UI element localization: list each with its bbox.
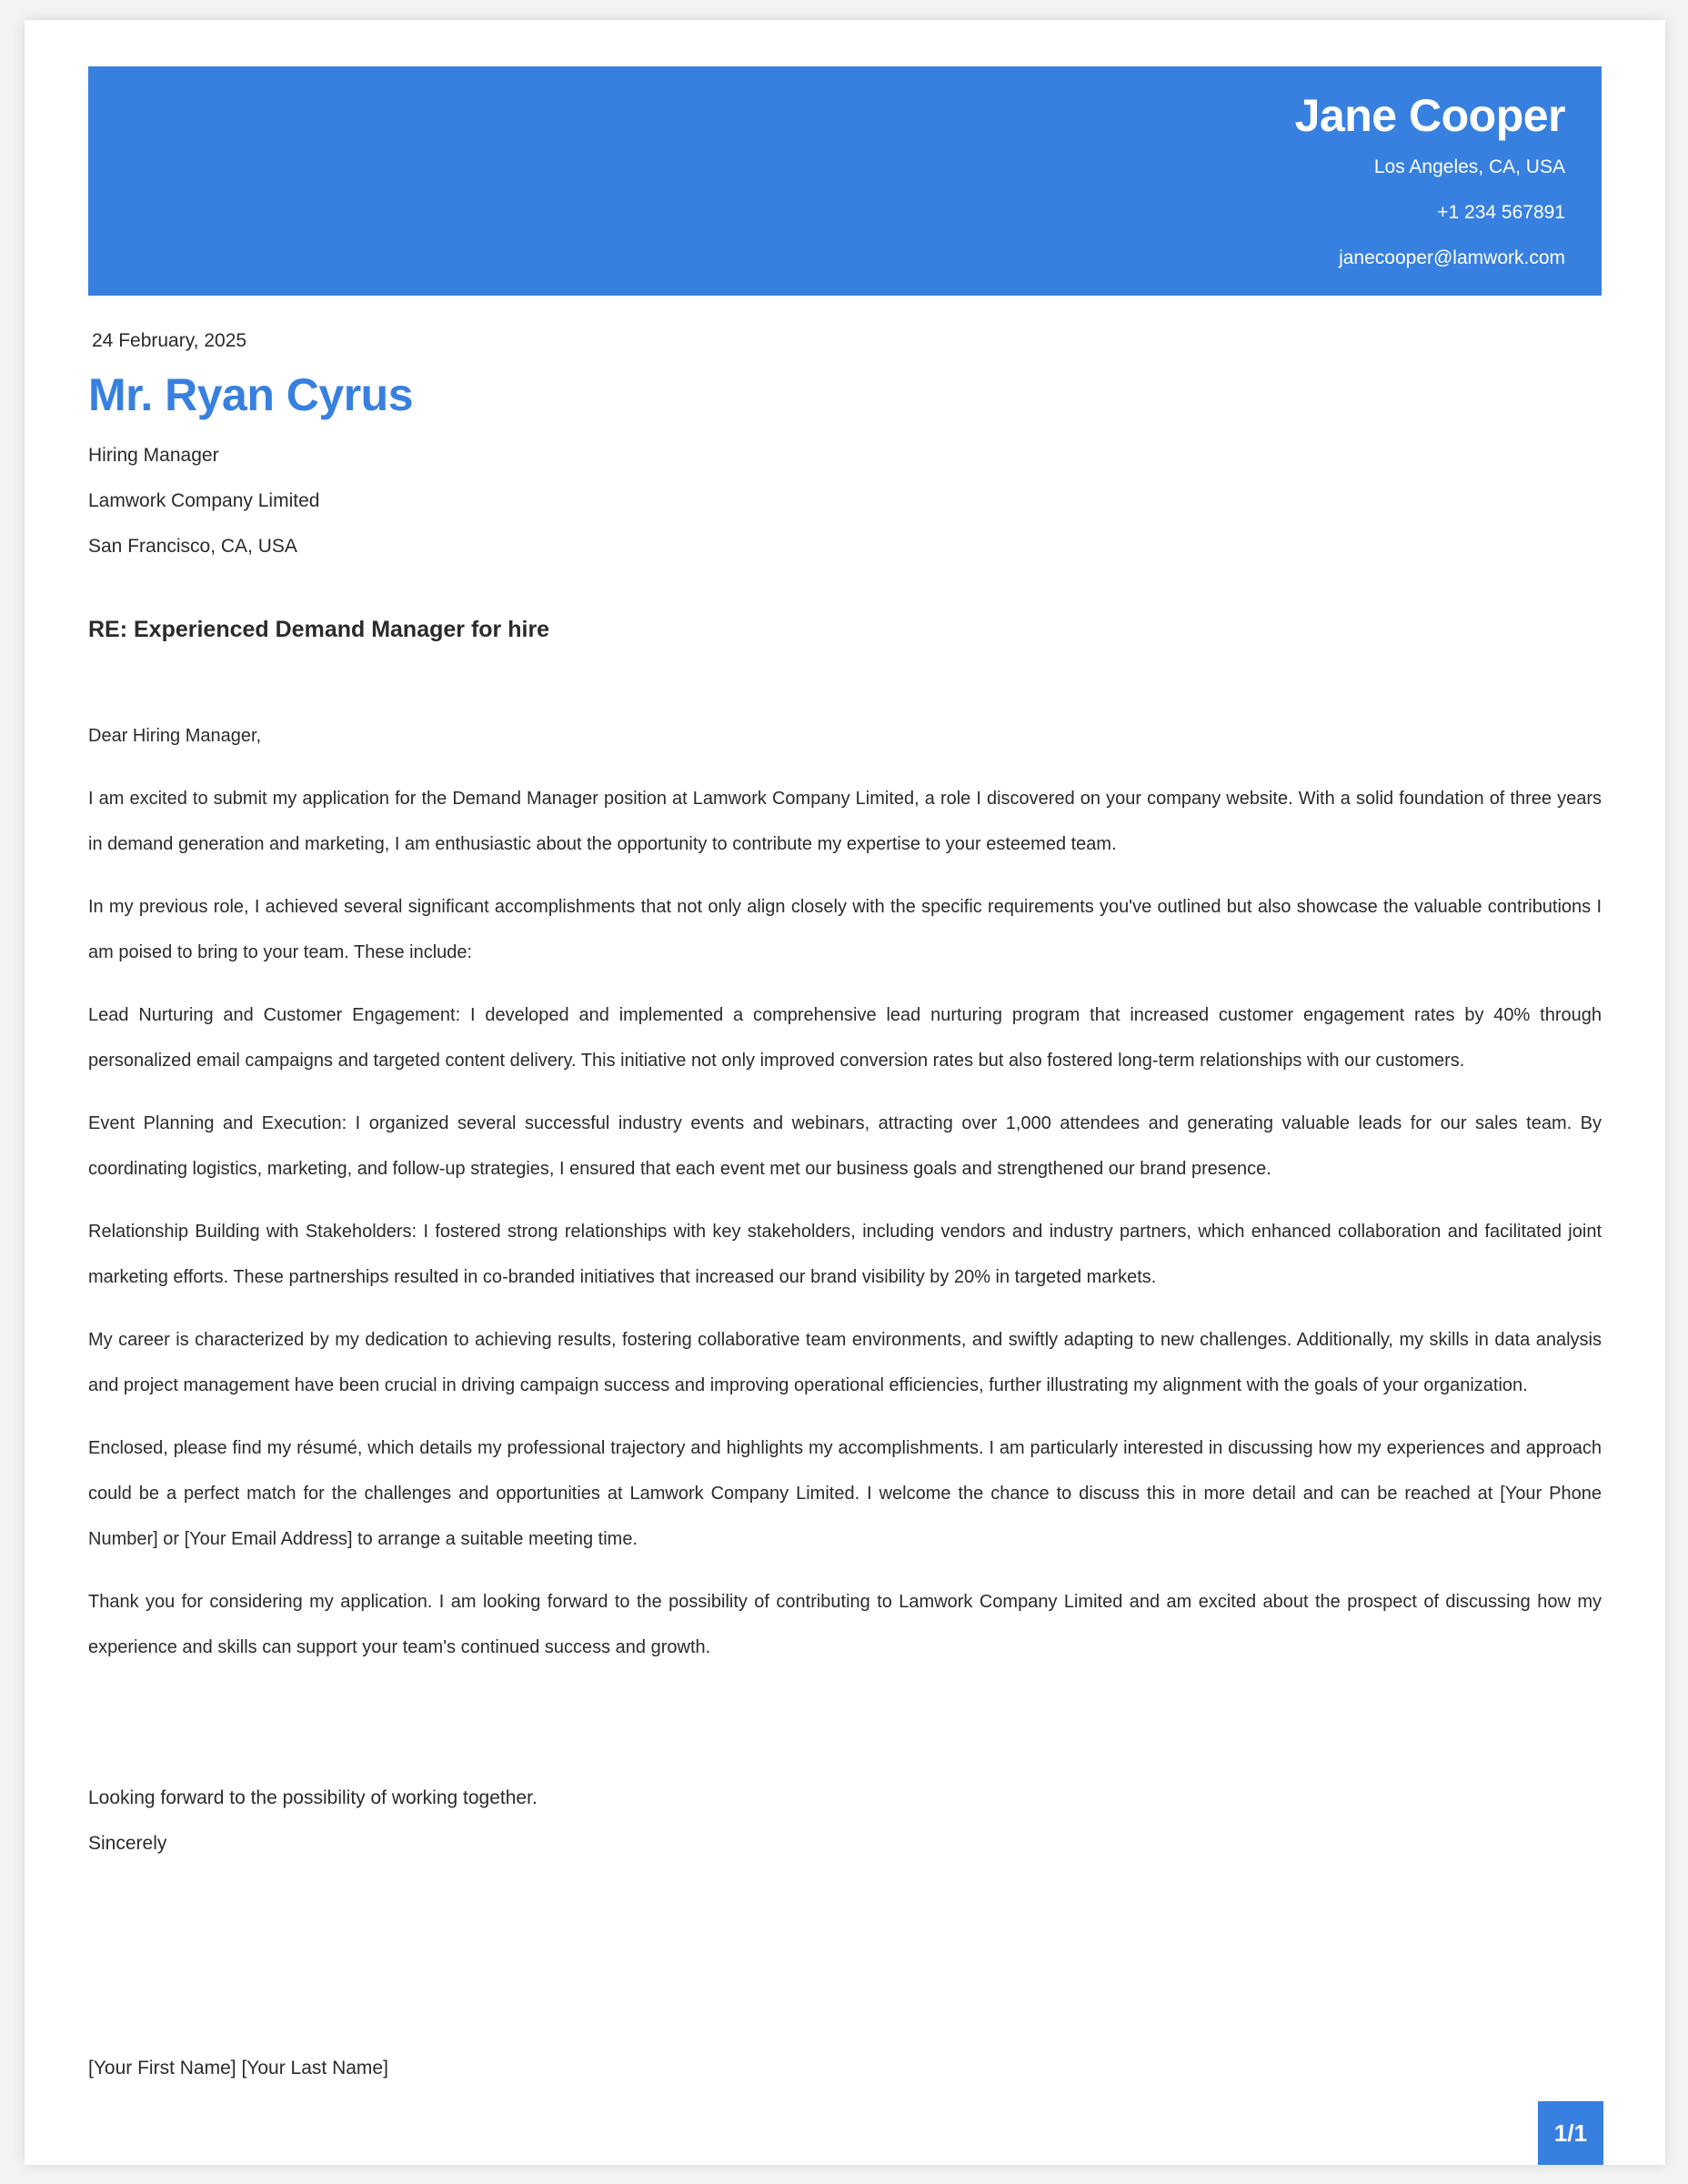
closing-signoff: Sincerely — [88, 1833, 167, 1854]
letter-subject: RE: Experienced Demand Manager for hire — [88, 617, 550, 642]
sender-header — [88, 66, 1602, 296]
letter-date: 24 February, 2025 — [92, 330, 247, 351]
letter-body — [88, 713, 1602, 1687]
recipient-title: Hiring Manager — [88, 445, 219, 466]
recipient-name: Mr. Ryan Cyrus — [88, 369, 414, 420]
page-number-badge: 1/1 — [1538, 2101, 1603, 2165]
sender-phone: +1 234 567891 — [1437, 202, 1565, 223]
paragraph: Enclosed, please find my résumé, which details my professional trajectory and highlights my accomplishments. I am particularly interested in discussing how my experiences and approach could be a perfect match for the challenges and opportunities at Lamwork Company Limited. I welcome the chance to discuss this in more detail and can be reached at [Your Phone Number] or [Your Email Address] to arrange a suitable meeting time. — [88, 1438, 1602, 1549]
paragraph: In my previous role, I achieved several significant accomplishments that not only align closely with the specific requirements you've outlined but also showcase the valuable contributions I am poised to bring to your team. These include: — [88, 897, 1602, 962]
paragraph: Event Planning and Execution: I organized several successful industry events and webinars, attracting over 1,000 attendees and generating valuable leads for our sales team. By coordinating logistics, marketing, and follow-up strategies, I ensured that each event met our business goals and strengthened our brand presence. — [88, 1113, 1602, 1179]
closing-line: Looking forward to the possibility of working together. — [88, 1787, 538, 1808]
paragraph: Lead Nurturing and Customer Engagement: I developed and implemented a comprehensive lead nurturing program that increased customer engagement rates by 40% through personalized email campaigns and targeted content delivery. This initiative not only improved conversion rates but also fostered long-term relationships with our customers. — [88, 1005, 1602, 1071]
sender-location: Los Angeles, CA, USA — [1373, 156, 1565, 177]
paragraph: Relationship Building with Stakeholders: I fostered strong relationships with key stakeholders, including vendors and industry partners, which enhanced collaboration and facilitated joint marketing efforts. These partnerships resulted in co-branded initiatives that increased our brand visibility by 20% in targeted markets. — [88, 1222, 1602, 1287]
paragraph: I am excited to submit my application for the Demand Manager position at Lamwork Company Limited, a role I discovered on your company website. With a solid foundation of three years in demand generation and marketing, I am enthusiastic about the opportunity to contribute my expertise to your esteemed team. — [88, 789, 1602, 854]
letter-page — [25, 20, 1665, 2165]
sender-name: Jane Cooper — [1294, 90, 1565, 141]
recipient-details — [88, 433, 319, 569]
paragraph: My career is characterized by my dedication to achieving results, fostering collaborative team environments, and swiftly adapting to new challenges. Additionally, my skills in data analysis and project management have been crucial in driving campaign success and improving operational efficiencies, further illustrating my alignment with the goals of your organization. — [88, 1330, 1602, 1395]
recipient-company: Lamwork Company Limited — [88, 490, 320, 511]
paragraph: Thank you for considering my application. I am looking forward to the possibility of contributing to Lamwork Company Limited and am excited about the prospect of discussing how my experience and skills can support your team's continued success and growth. — [88, 1592, 1602, 1657]
signature-name: [Your First Name] [Your Last Name] — [88, 2058, 388, 2078]
sender-email: janecooper@lamwork.com — [1339, 247, 1565, 268]
letter-closing — [88, 1776, 538, 1867]
recipient-location: San Francisco, CA, USA — [88, 536, 297, 557]
greeting: Dear Hiring Manager, — [88, 726, 262, 746]
